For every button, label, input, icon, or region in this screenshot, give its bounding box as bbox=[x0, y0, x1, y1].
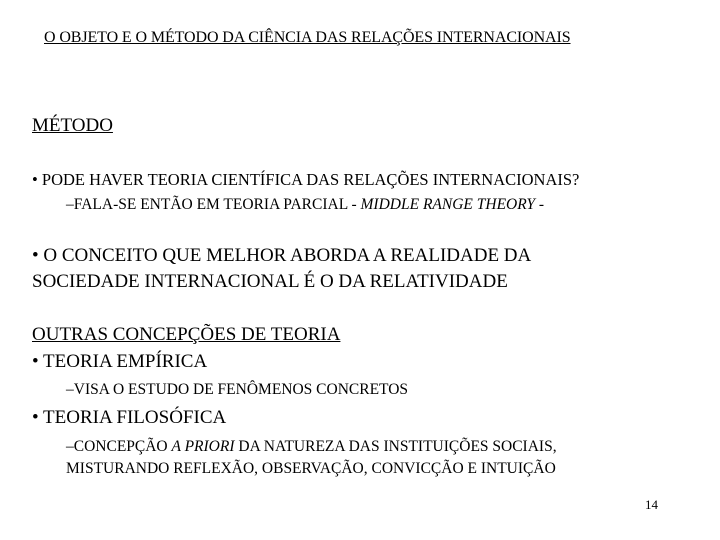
sub-bullet-empirica: –VISA O ESTUDO DE FENÔMENOS CONCRETOS bbox=[66, 381, 409, 398]
sub-bullet-middle-range bbox=[66, 196, 544, 214]
bullet-teoria-empirica: • TEORIA EMPÍRICA bbox=[32, 351, 208, 372]
bullet-question: • PODE HAVER TEORIA CIENTÍFICA DAS RELAÇÕES INTERNACIONAIS? bbox=[32, 170, 580, 189]
section-heading-metodo: MÉTODO bbox=[32, 115, 113, 136]
sub-bullet-filosofica-line2: MISTURANDO REFLEXÃO, OBSERVAÇÃO, CONVICÇÃO E INTUIÇÃO bbox=[66, 460, 556, 477]
slide-title: O OBJETO E O MÉTODO DA CIÊNCIA DAS RELAÇÕES INTERNACIONAIS bbox=[44, 29, 571, 46]
filosofica-prefix: –CONCEPÇÃO bbox=[66, 438, 172, 455]
sub-bullet-suffix: - bbox=[535, 196, 545, 213]
bullet-concept bbox=[32, 243, 531, 295]
section-heading-outras: OUTRAS CONCEPÇÕES DE TEORIA bbox=[32, 324, 341, 345]
sub-bullet-italic: MIDDLE RANGE THEORY bbox=[360, 196, 536, 213]
bullet-teoria-filosofica: • TEORIA FILOSÓFICA bbox=[32, 407, 227, 428]
bullet-concept-line1: • O CONCEITO QUE MELHOR ABORDA A REALIDADE DA bbox=[32, 245, 532, 266]
bullet-concept-line2: SOCIEDADE INTERNACIONAL É O DA RELATIVIDADE bbox=[32, 271, 508, 292]
sub-bullet-prefix: –FALA-SE ENTÃO EM TEORIA PARCIAL - bbox=[66, 196, 361, 213]
page-number: 14 bbox=[645, 497, 658, 512]
filosofica-suffix: DA NATUREZA DAS INSTITUIÇÕES SOCIAIS, bbox=[234, 438, 557, 455]
sub-bullet-filosofica-line1 bbox=[66, 436, 557, 458]
filosofica-italic: A PRIORI bbox=[171, 438, 235, 455]
sub-bullet-filosofica bbox=[66, 436, 557, 480]
